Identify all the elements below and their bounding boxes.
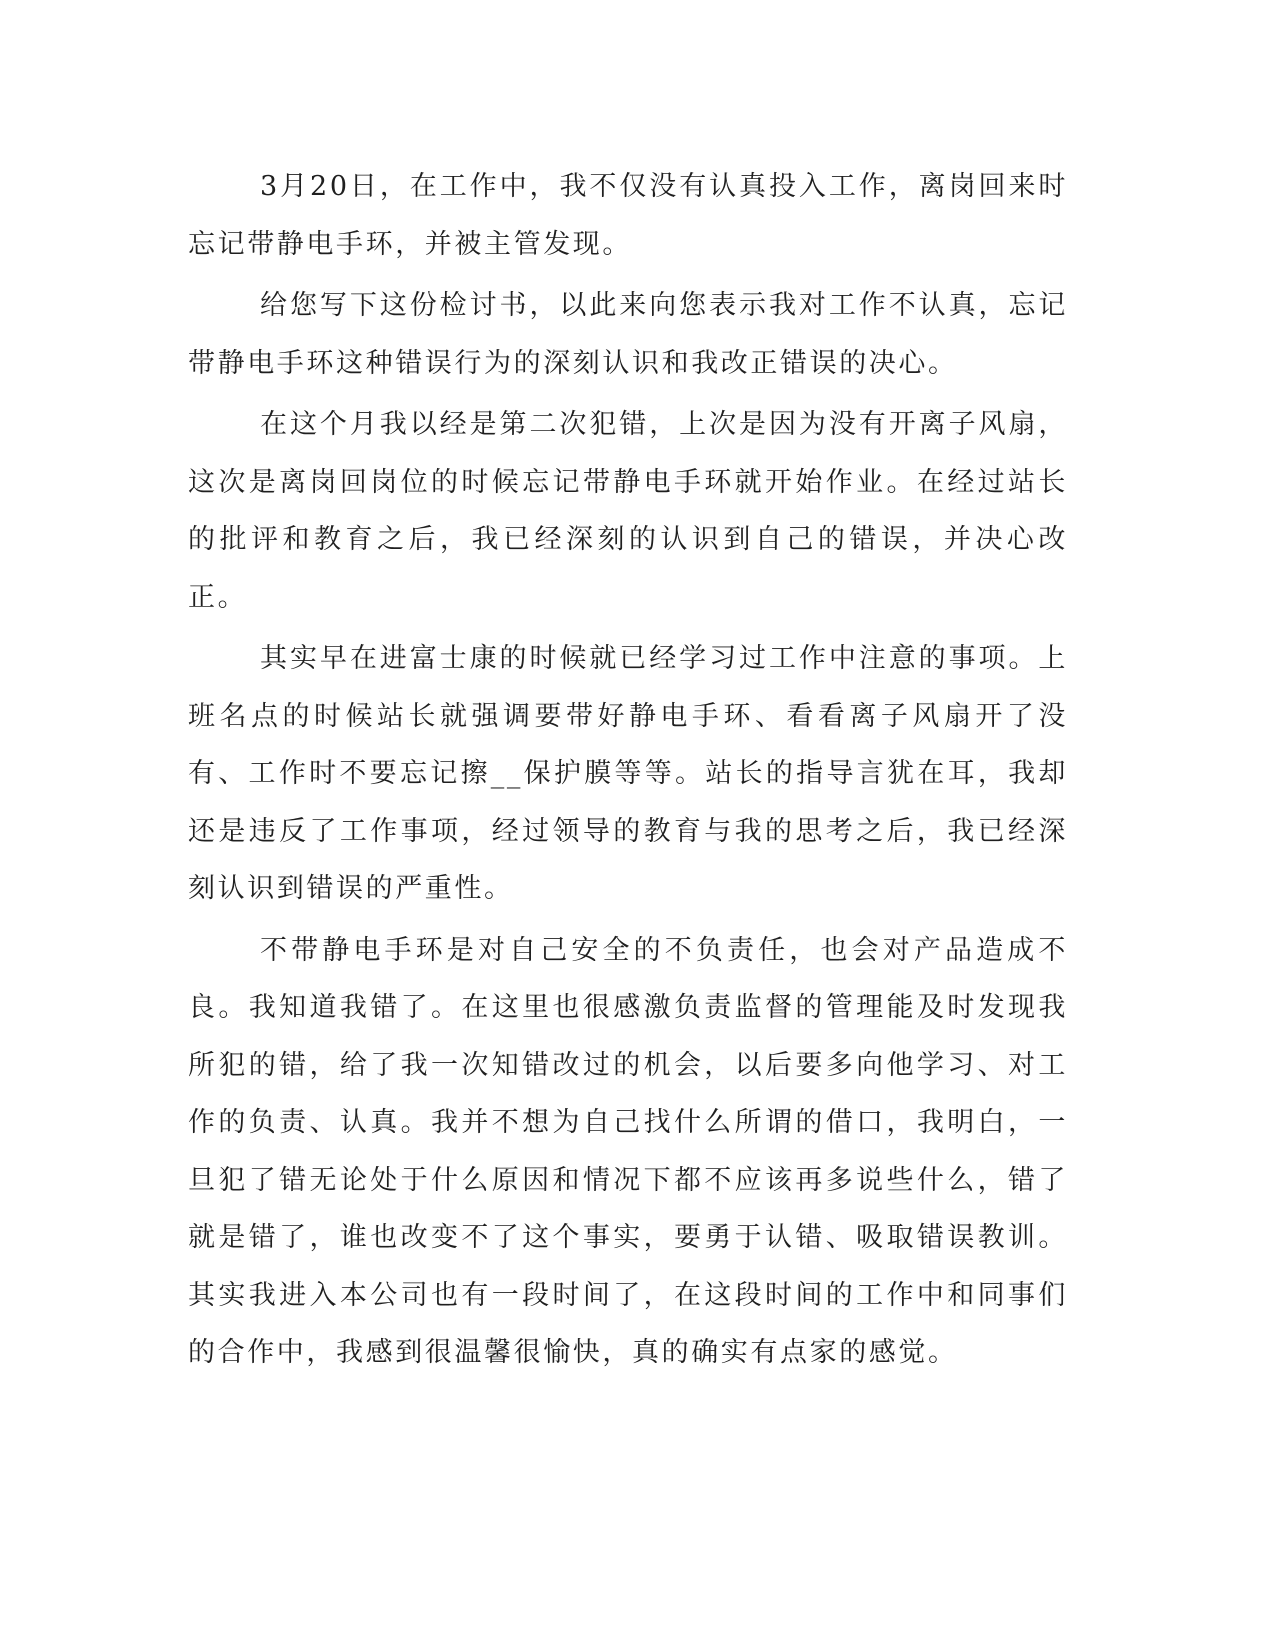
paragraph-3: 在这个月我以经是第二次犯错，上次是因为没有开离子风扇，这次是离岗回岗位的时候忘记带静电手环就开始作业。在经过站长的批评和教育之后，我已经深刻的认识到自己的错误，并决心改正。 [188, 409, 1068, 613]
paragraph-2: 给您写下这份检讨书，以此来向您表示我对工作不认真，忘记带静电手环这种错误行为的深刻认识和我改正错误的决心。 [188, 290, 1068, 379]
paragraph-4: 其实早在进富士康的时候就已经学习过工作中注意的事项。上班名点的时候站长就强调要带好静电手环、看看离子风扇开了没有、工作时不要忘记擦__保护膜等等。站长的指导言犹在耳，我却还是违反了工作事项，经过领导的教育与我的思考之后，我已经深刻认识到错误的严重性。 [188, 643, 1068, 904]
paragraph-5: 不带静电手环是对自己安全的不负责任，也会对产品造成不良。我知道我错了。在这里也很感激负责监督的管理能及时发现我所犯的错，给了我一次知错改过的机会，以后要多向他学习、对工作的负责、认真。我并不想为自己找什么所谓的借口，我明白，一旦犯了错无论处于什么原因和情况下都不应该再多说些什么，错了就是错了，谁也改变不了这个事实，要勇于认错、吸取错误教训。其实我进入本公司也有一段时间了，在这段时间的工作中和同事们的合作中，我感到很温馨很愉快，真的确实有点家的感觉。 [188, 934, 1068, 1368]
document-body [188, 158, 1068, 1386]
paragraph-1: 3月20日，在工作中，我不仅没有认真投入工作，离岗回来时忘记带静电手环，并被主管发现。 [188, 171, 1068, 260]
